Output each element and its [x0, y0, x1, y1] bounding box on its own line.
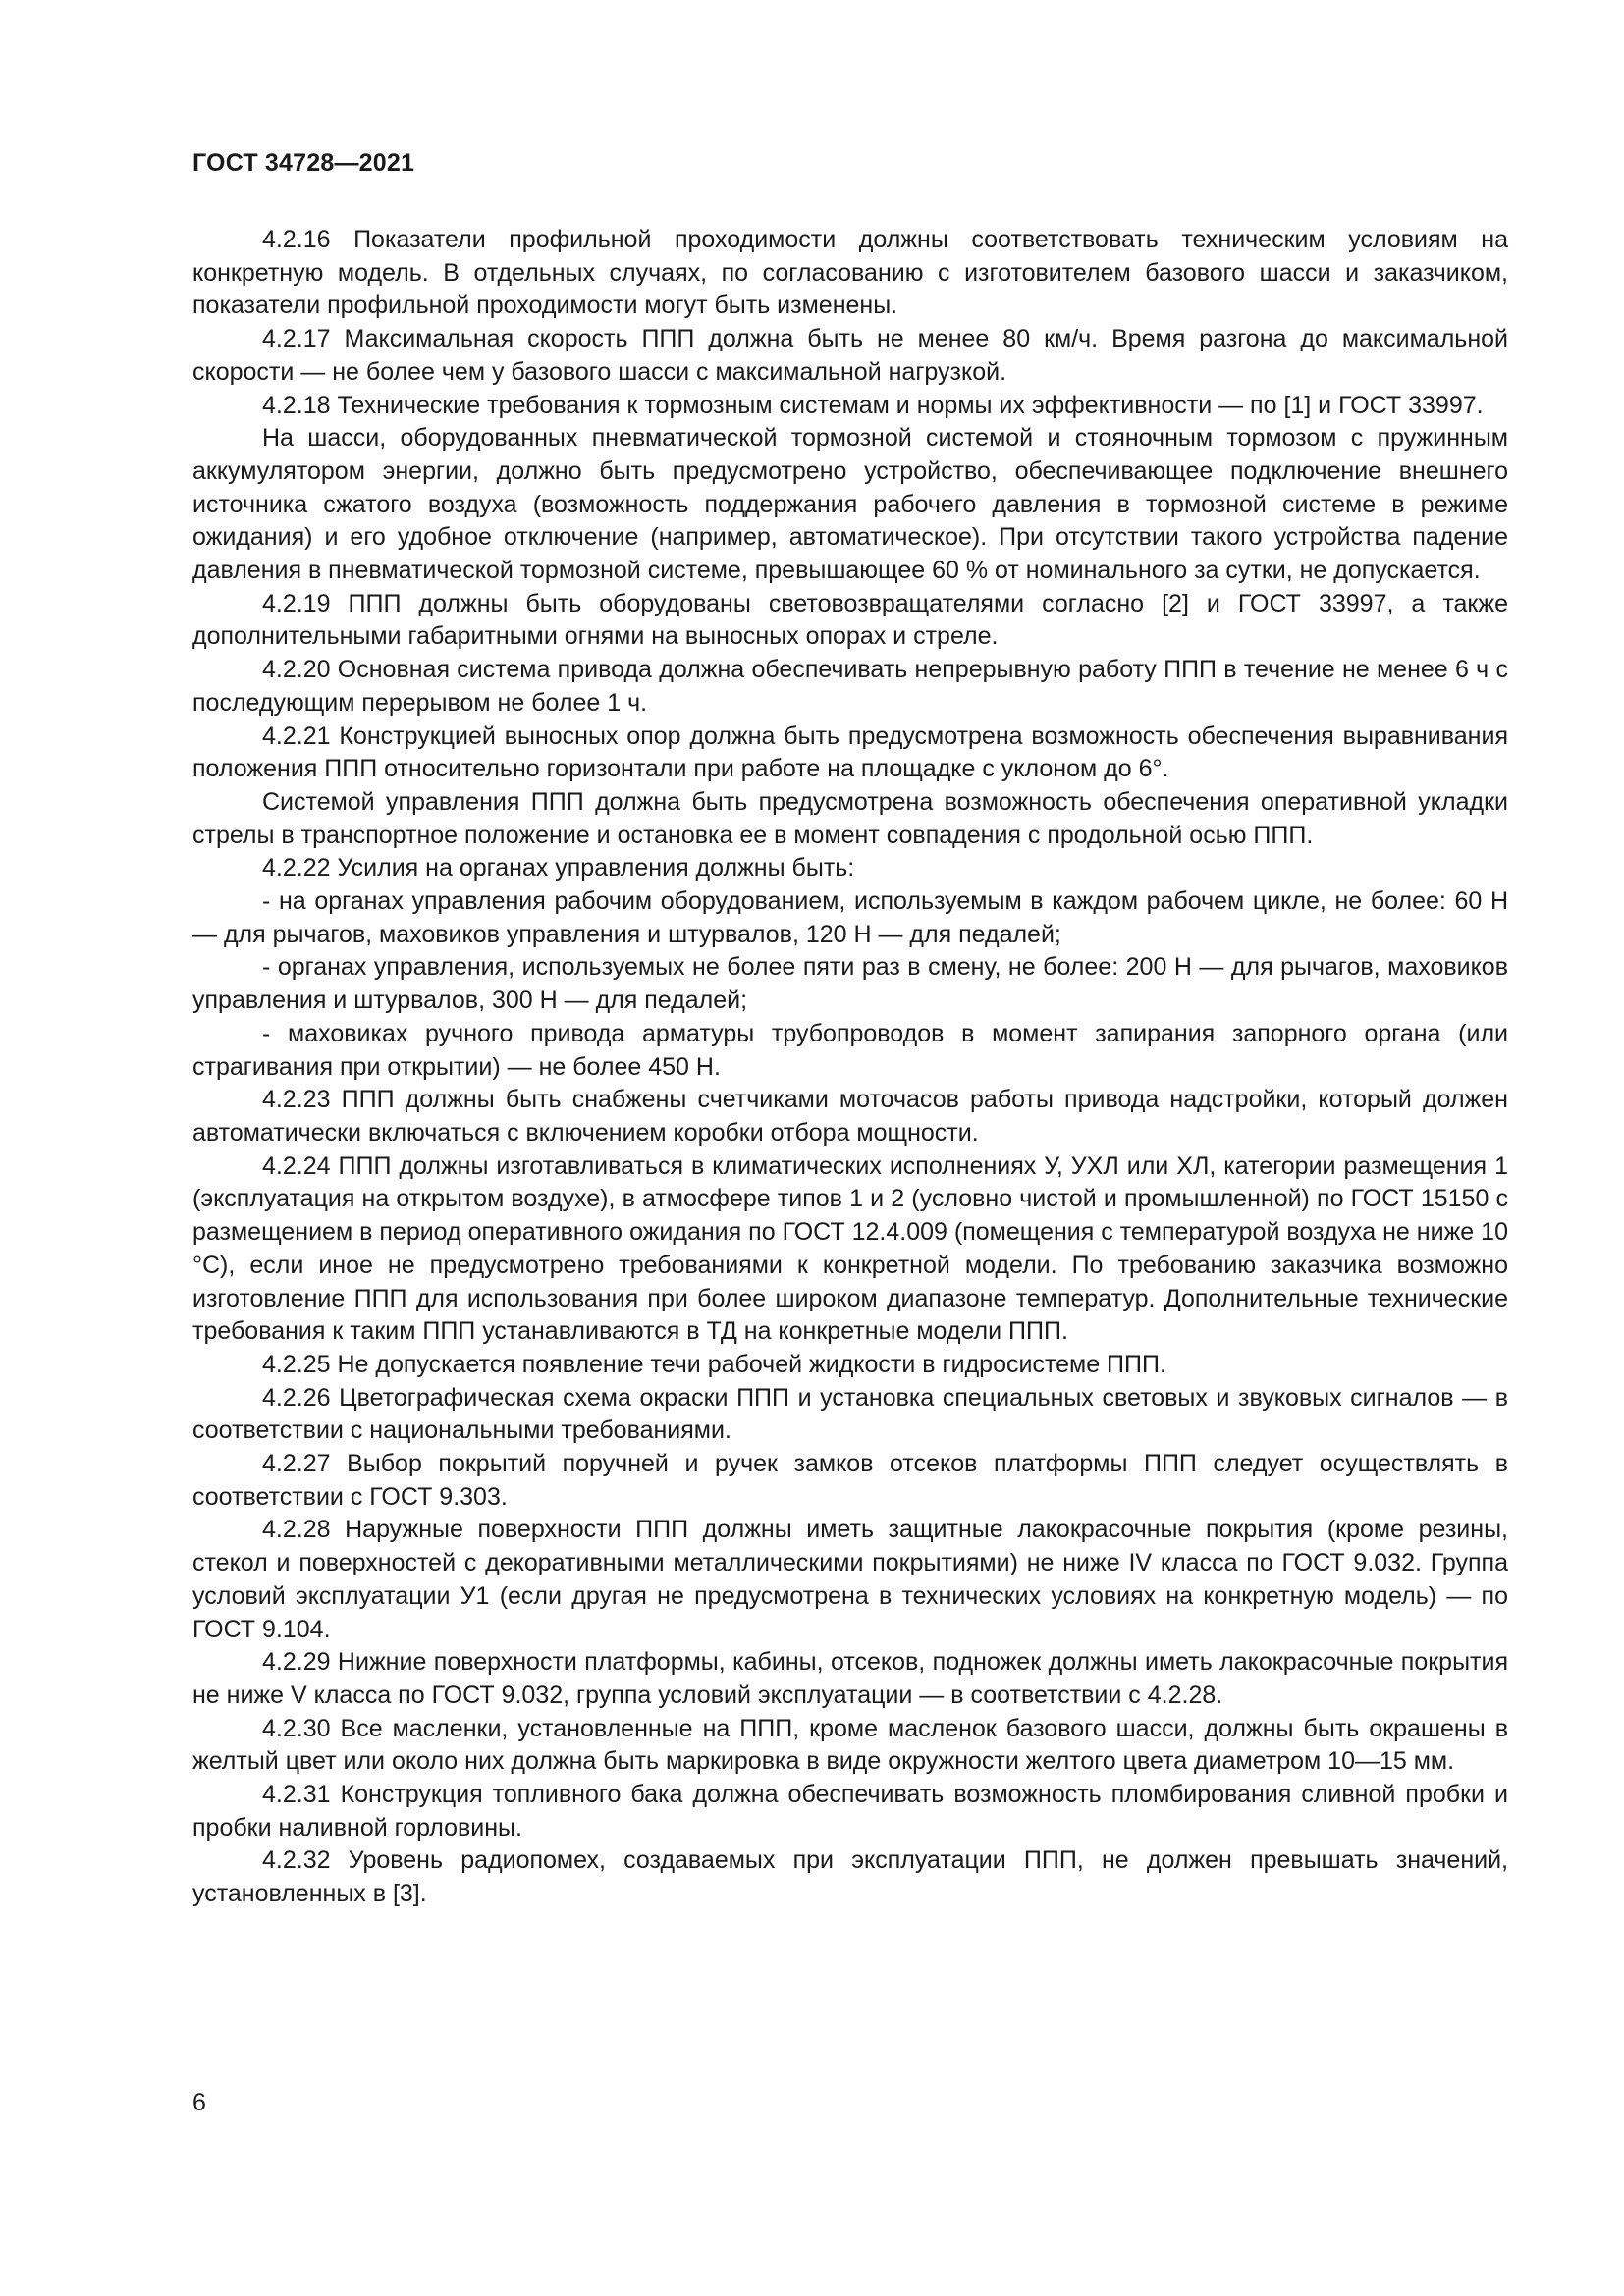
paragraph-4-2-32: 4.2.32 Уровень радиопомех, создаваемых при эксплуатации ППП, не должен превышать значений, установленных в [3]. — [192, 1846, 1508, 1908]
paragraph-4-2-17: 4.2.17 Максимальная скорость ППП должна быть не менее 80 км/ч. Время разгона до максимальной скорости — не более чем у базового шасси с максимальной нагрузкой. — [192, 325, 1508, 386]
paragraph-4-2-27: 4.2.27 Выбор покрытий поручней и ручек замков отсеков платформы ППП следует осуществлять в соответствии с ГОСТ 9.303. — [192, 1450, 1508, 1511]
paragraph-4-2-18-continued: На шасси, оборудованных пневматической тормозной системой и стояночным тормозом с пружинным аккумулятором энергии, должно быть предусмотрено устройство, обеспечивающее подключение внешнего источника сжатого воздуха (возможность поддержания рабочего давления в тормозной системе в режиме ожидания) и его удобное отключение (например, автоматическое). При отсутствии такого устройства падение давления в пневматической тормозной системе, превышающее 60 % от номинального за сутки, не допускается. — [192, 424, 1508, 585]
paragraph-4-2-30: 4.2.30 Все масленки, установленные на ППП, кроме масленок базового шасси, должны быть окрашены в желтый цвет или около них должна быть маркировка в виде окружности желтого цвета диаметром 10—15 мм. — [192, 1714, 1508, 1776]
paragraph-4-2-19: 4.2.19 ППП должны быть оборудованы световозвращателями согласно [2] и ГОСТ 33997, а также дополнительными габаритными огнями на выносных опорах и стреле. — [192, 589, 1508, 651]
paragraph-4-2-26: 4.2.26 Цветографическая схема окраски ППП и установка специальных световых и звуковых сигналов — в соответствии с национальными требованиями. — [192, 1383, 1508, 1445]
page-number: 6 — [192, 2089, 206, 2116]
paragraph-4-2-31: 4.2.31 Конструкция топливного бака должна обеспечивать возможность пломбирования сливной пробки и пробки наливной горловины. — [192, 1781, 1508, 1842]
paragraph-4-2-21: 4.2.21 Конструкцией выносных опор должна быть предусмотрена возможность обеспечения выравнивания положения ППП относительно горизонтали при работе на площадке с уклоном до 6°. — [192, 721, 1508, 783]
paragraph-4-2-16: 4.2.16 Показатели профильной проходимости должны соответствовать техническим условиям на конкретную модель. В отдельных случаях, по согласованию с изготовителем базового шасси и заказчиком, показатели профильной проходимости могут быть изменены. — [192, 226, 1508, 320]
list-item-rare-controls: - органах управления, используемых не более пяти раз в смену, не более: 200 Н — для рычагов, маховиков управления и штурвалов, 300 Н — для педалей; — [192, 953, 1508, 1015]
paragraph-4-2-28: 4.2.28 Наружные поверхности ППП должны иметь защитные лакокрасочные покрытия (кроме резины, стекол и поверхностей с декоративными металлическими покрытиями) не ниже IV класса по ГОСТ 9.032. Группа условий эксплуатации У1 (если другая не предусмотрена в технических условиях на конкретную модель) — по ГОСТ 9.104. — [192, 1516, 1508, 1643]
paragraph-4-2-18: 4.2.18 Технические требования к тормозным системам и нормы их эффективности — по [1] и ГОСТ 33997. — [262, 391, 1484, 419]
paragraph-4-2-23: 4.2.23 ППП должны быть снабжены счетчиками моточасов работы привода надстройки, который должен автоматически включаться с включением коробки отбора мощности. — [192, 1086, 1508, 1147]
paragraph-4-2-25: 4.2.25 Не допускается появление течи рабочей жидкости в гидросистеме ППП. — [262, 1350, 1166, 1378]
paragraph-4-2-20: 4.2.20 Основная система привода должна обеспечивать непрерывную работу ППП в течение не менее 6 ч с последующим перерывом не более 1 ч. — [192, 656, 1508, 717]
document-header: ГОСТ 34728—2021 — [192, 149, 415, 177]
paragraph-4-2-22: 4.2.22 Усилия на органах управления должны быть: — [262, 854, 855, 882]
list-item-handwheels: - маховиках ручного привода арматуры трубопроводов в момент запирания запорного органа (или страгивания при открытии) — не более 450 Н. — [192, 1019, 1508, 1081]
paragraph-4-2-21-continued: Системой управления ППП должна быть предусмотрена возможность обеспечения оперативной укладки стрелы в транспортное положение и остановка ее в момент совпадения с продольной осью ППП. — [192, 787, 1508, 849]
document-body — [192, 224, 1508, 1911]
paragraph-4-2-29: 4.2.29 Нижние поверхности платформы, кабины, отсеков, подножек должны иметь лакокрасочные покрытия не ниже V класса по ГОСТ 9.032, группа условий эксплуатации — в соответствии с 4.2.28. — [192, 1648, 1508, 1709]
list-item-work-controls: - на органах управления рабочим оборудованием, используемым в каждом рабочем цикле, не более: 60 Н — для рычагов, маховиков управления и штурвалов, 120 Н — для педалей; — [192, 887, 1508, 948]
paragraph-4-2-24: 4.2.24 ППП должны изготавливаться в климатических исполнениях У, УХЛ или ХЛ, категории размещения 1 (эксплуатация на открытом воздухе), в атмосфере типов 1 и 2 (условно чистой и промышленной) по ГОСТ 15150 с размещением в период оперативного ожидания по ГОСТ 12.4.009 (помещения с температурой воздуха не ниже 10 °С), если иное не предусмотрено требованиями к конкретной модели. По требованию заказчика возможно изготовление ППП для использования при более широком диапазоне температур. Дополнительные технические требования к таким ППП устанавливаются в ТД на конкретные модели ППП. — [192, 1151, 1508, 1346]
